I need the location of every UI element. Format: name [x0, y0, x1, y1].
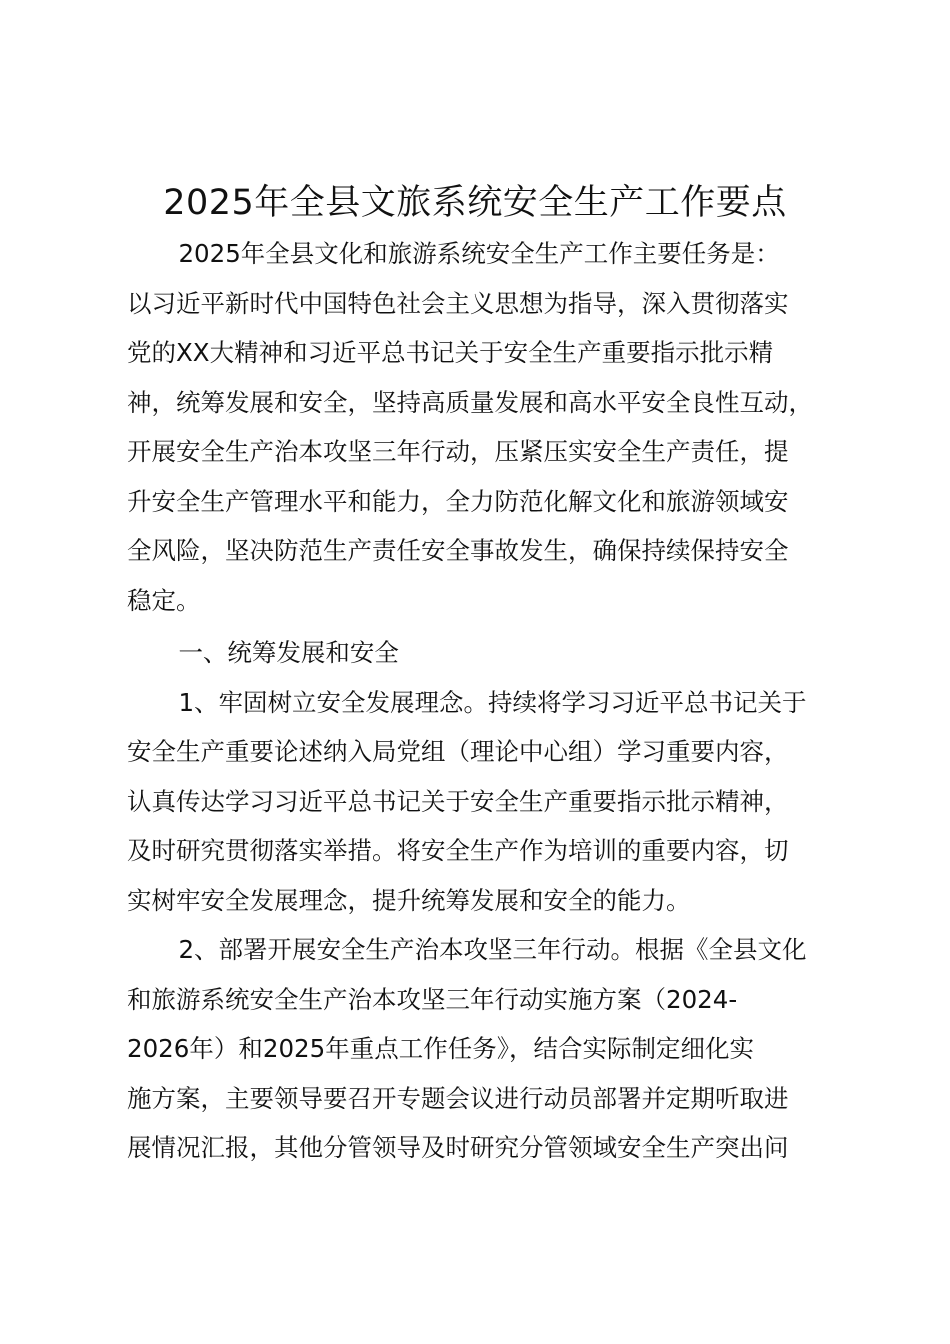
- text-line: 神，统筹发展和安全，坚持高质量发展和高水平安全良性互动，: [127, 387, 813, 417]
- text-line: 全风险，坚决防范生产责任安全事故发生，确保持续保持安全: [127, 536, 789, 565]
- text-line: 展情况汇报，其他分管领导及时研究分管领域安全生产突出问: [127, 1133, 789, 1162]
- text-line: 及时研究贯彻落实举措。将安全生产作为培训的重要内容，切: [127, 836, 789, 865]
- text-line: 1、牢固树立安全发展理念。持续将学习习近平总书记关于: [178, 687, 807, 717]
- item-paragraph-1: [127, 678, 837, 926]
- document-body: [127, 229, 837, 1173]
- text-line: 以习近平新时代中国特色社会主义思想为指导，深入贯彻落实: [127, 288, 789, 318]
- text-line: 安全生产重要论述纳入局党组（理论中心组）学习重要内容，: [127, 737, 789, 766]
- item-paragraph-2: [127, 925, 837, 1173]
- text-line: 2、部署开展安全生产治本攻坚三年行动。根据《全县文化: [178, 935, 807, 964]
- intro-paragraph: [127, 229, 837, 625]
- text-line: 2025年全县文化和旅游系统安全生产工作主要任务是：: [178, 239, 780, 268]
- text-line: 稳定。: [127, 585, 201, 615]
- text-line: 党的XX大精神和习近平总书记关于安全生产重要指示批示精: [127, 338, 774, 367]
- heading-line: 一、统筹发展和安全: [178, 638, 399, 667]
- section-heading-1: [127, 628, 837, 678]
- text-line: 认真传达学习习近平总书记关于安全生产重要指示批示精神，: [127, 786, 789, 816]
- text-line: 施方案，主要领导要召开专题会议进行动员部署并定期听取进: [127, 1083, 789, 1113]
- text-line: 升安全生产管理水平和能力，全力防范化解文化和旅游领域安: [127, 486, 789, 516]
- text-line: 2026年）和2025年重点工作任务》，结合实际制定细化实: [127, 1034, 754, 1063]
- text-line: 开展安全生产治本攻坚三年行动，压紧压实安全生产责任，提: [127, 437, 789, 466]
- text-line: 实树牢安全发展理念，提升统筹发展和安全的能力。: [127, 885, 691, 915]
- document-title: 2025年全县文旅系统安全生产工作要点: [163, 183, 787, 223]
- text-line: 和旅游系统安全生产治本攻坚三年行动实施方案（2024-: [127, 984, 738, 1014]
